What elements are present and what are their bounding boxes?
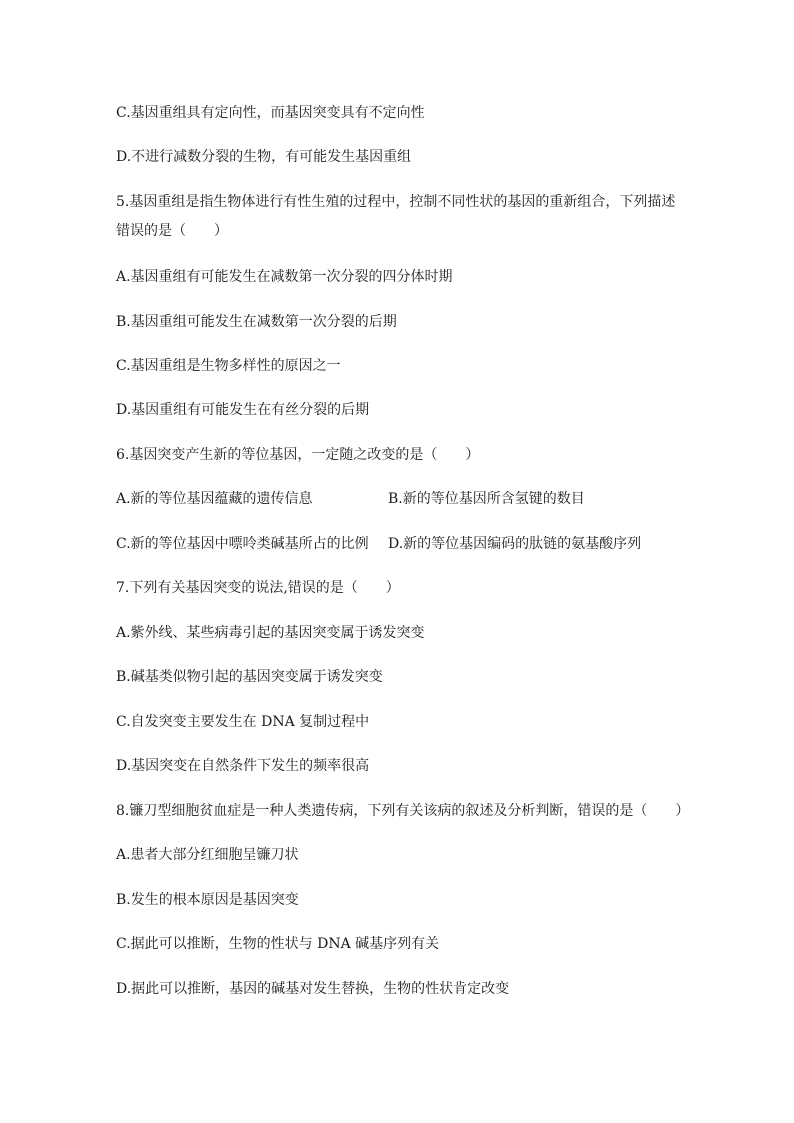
- q7-option-a: A.紫外线、某些病毒引起的基因突变属于诱发突变: [116, 625, 425, 641]
- q4-option-c: C.基因重组具有定向性，而基因突变具有不定向性: [116, 105, 425, 121]
- q6-option-c: C.新的等位基因中嘌呤类碱基所占的比例: [116, 536, 369, 552]
- q6-option-d: D.新的等位基因编码的肽链的氨基酸序列: [388, 536, 642, 552]
- q7-stem: 7.下列有关基因突变的说法,错误的是（ ）: [116, 580, 400, 596]
- q5-stem-line2: 错误的是（ ）: [116, 223, 228, 239]
- q4-option-d: D.不进行减数分裂的生物，有可能发生基因重组: [116, 149, 412, 165]
- q6-option-a: A.新的等位基因蕴藏的遗传信息: [116, 491, 313, 507]
- q8-option-a: A.患者大部分红细胞呈镰刀状: [116, 847, 299, 863]
- q7-option-c: C.自发突变主要发生在 DNA 复制过程中: [116, 714, 370, 730]
- q5-option-b: B.基因重组可能发生在减数第一次分裂的后期: [116, 314, 397, 330]
- q5-option-d: D.基因重组有可能发生在有丝分裂的后期: [116, 402, 370, 418]
- q8-option-b: B.发生的根本原因是基因突变: [116, 892, 299, 908]
- q5-stem-line1: 5.基因重组是指生物体进行有性生殖的过程中，控制不同性状的基因的重新组合，下列描述: [116, 194, 676, 210]
- q8-stem: 8.镰刀型细胞贫血症是一种人类遗传病，下列有关该病的叙述及分析判断，错误的是（ ）: [116, 803, 690, 819]
- q8-option-d: D.据此可以推断，基因的碱基对发生替换，生物的性状肯定改变: [116, 981, 510, 997]
- q7-option-b: B.碱基类似物引起的基因突变属于诱发突变: [116, 669, 383, 685]
- q8-option-c: C.据此可以推断，生物的性状与 DNA 碱基序列有关: [116, 936, 440, 952]
- q5-option-a: A.基因重组有可能发生在减数第一次分裂的四分体时期: [116, 269, 453, 285]
- q6-stem: 6.基因突变产生新的等位基因，一定随之改变的是（ ）: [116, 447, 480, 463]
- q5-option-c: C.基因重组是生物多样性的原因之一: [116, 358, 341, 374]
- q6-option-b: B.新的等位基因所含氢键的数目: [388, 491, 585, 507]
- q7-option-d: D.基因突变在自然条件下发生的频率很高: [116, 758, 370, 774]
